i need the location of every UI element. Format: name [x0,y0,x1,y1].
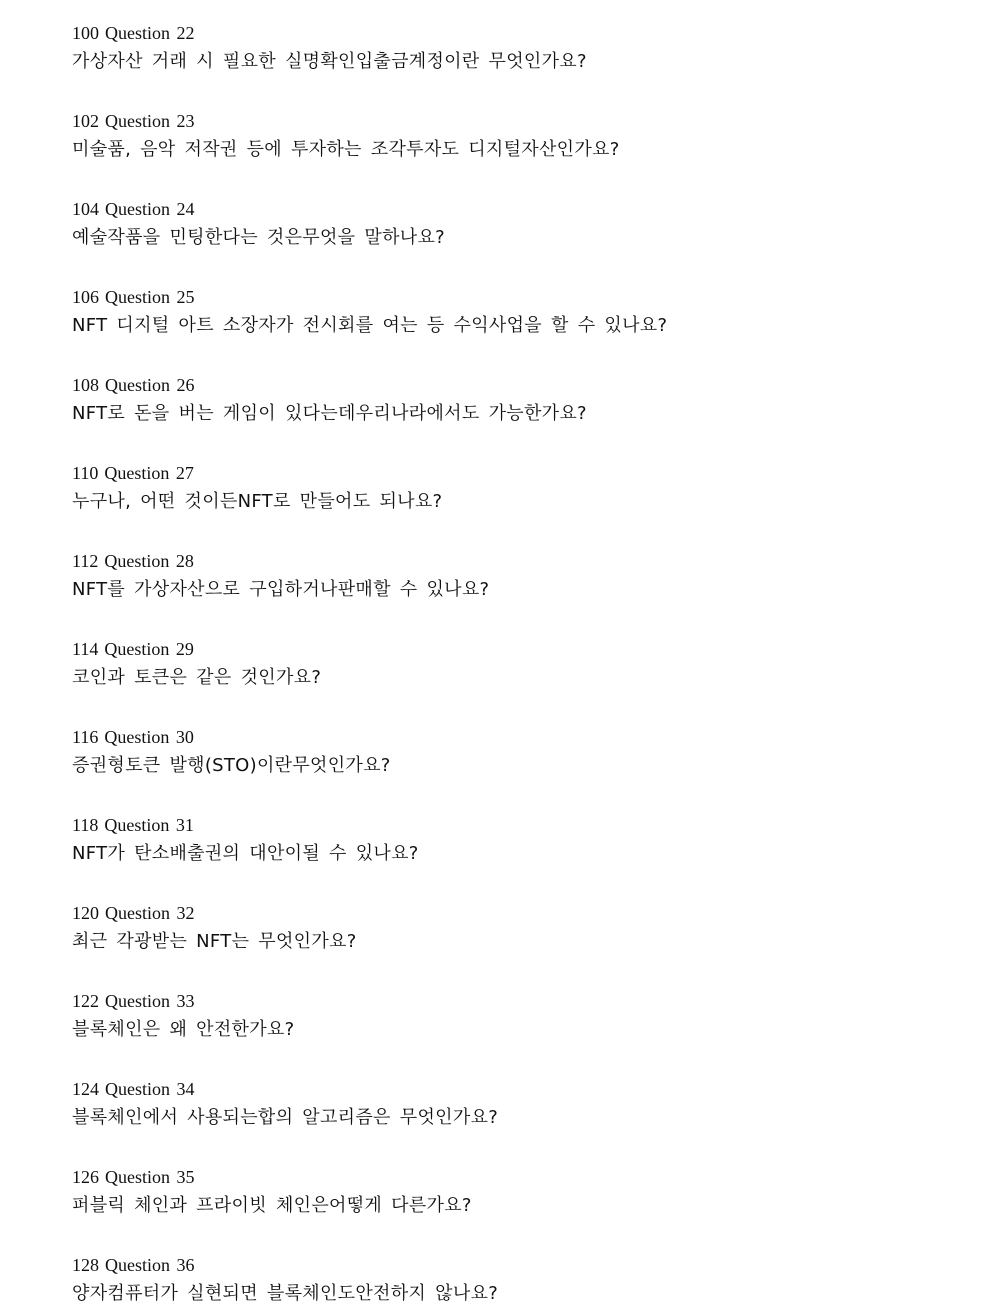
question-entry [72,462,952,514]
question-label: Question [105,23,170,43]
page-number: 104 [72,199,99,219]
question-number: 33 [176,991,195,1011]
question-heading [72,814,952,836]
page-number: 100 [72,23,99,43]
question-entry [72,902,952,954]
question-heading [72,374,952,396]
question-label: Question [105,375,170,395]
page-number: 120 [72,903,99,923]
page-number: 122 [72,991,99,1011]
question-number: 35 [176,1167,195,1187]
question-text: 퍼블릭 체인과 프라이빗 체인은어떻게 다른가요? [72,1195,472,1216]
question-number: 36 [176,1255,195,1275]
question-text: 블록체인은 왜 안전한가요? [72,1019,295,1040]
question-entry [72,990,952,1042]
question-label: Question [105,903,170,923]
question-entry [72,198,952,250]
question-heading [72,110,952,132]
question-text: NFT를 가상자산으로 구입하거나판매할 수 있나요? [72,579,490,600]
question-heading [72,550,952,572]
question-entry [72,550,952,602]
page-number: 114 [72,639,99,659]
question-label: Question [104,727,170,747]
page-number: 102 [72,111,99,131]
question-heading [72,1078,952,1100]
question-text: 증권형토큰 발행(STO)이란무엇인가요? [72,755,391,776]
question-heading [72,726,952,748]
question-text: NFT 디지털 아트 소장자가 전시회를 여는 등 수익사업을 할 수 있나요? [72,315,668,336]
question-label: Question [105,1079,170,1099]
question-number: 26 [176,375,195,395]
question-heading [72,1254,952,1276]
question-number: 27 [175,463,194,483]
question-heading [72,1166,952,1188]
question-label: Question [105,199,170,219]
question-heading [72,198,952,220]
question-label: Question [105,111,170,131]
question-heading [72,286,952,308]
page-number: 118 [72,815,99,835]
question-heading [72,902,952,924]
question-entry [72,1078,952,1130]
question-label: Question [104,815,170,835]
question-text: 코인과 토큰은 같은 것인가요? [72,667,322,688]
question-number: 24 [176,199,195,219]
question-entry [72,638,952,690]
question-entry [72,286,952,338]
question-text: 최근 각광받는 NFT는 무엇인가요? [72,931,357,952]
page-number: 128 [72,1255,99,1275]
question-text: 미술품, 음악 저작권 등에 투자하는 조각투자도 디지털자산인가요? [72,139,620,160]
question-entry [72,22,952,74]
question-heading [72,462,952,484]
question-label: Question [105,287,170,307]
question-entry [72,374,952,426]
question-number: 32 [176,903,195,923]
question-entry [72,110,952,162]
question-text: NFT로 돈을 버는 게임이 있다는데우리나라에서도 가능한가요? [72,403,587,424]
question-text: 블록체인에서 사용되는합의 알고리즘은 무엇인가요? [72,1107,499,1128]
question-number: 30 [175,727,194,747]
question-text: 예술작품을 민팅한다는 것은무엇을 말하나요? [72,227,445,248]
question-label: Question [105,1255,170,1275]
page-number: 116 [72,727,99,747]
page-number: 112 [72,551,99,571]
page-number: 108 [72,375,99,395]
page-number: 110 [72,463,99,483]
question-entry [72,814,952,866]
question-label: Question [104,463,170,483]
question-label: Question [104,639,170,659]
question-entry [72,1254,952,1306]
question-entry [72,1166,952,1218]
question-number: 31 [175,815,194,835]
page-number: 126 [72,1167,99,1187]
question-text: NFT가 탄소배출권의 대안이될 수 있나요? [72,843,419,864]
question-label: Question [104,551,170,571]
question-number: 25 [176,287,195,307]
question-number: 28 [175,551,194,571]
question-label: Question [105,991,170,1011]
question-number: 34 [176,1079,195,1099]
question-number: 23 [176,111,195,131]
question-label: Question [105,1167,170,1187]
question-text: 양자컴퓨터가 실현되면 블록체인도안전하지 않나요? [72,1283,499,1304]
question-entry [72,726,952,778]
question-number: 22 [176,23,195,43]
question-text: 가상자산 거래 시 필요한 실명확인입출금계정이란 무엇인가요? [72,51,587,72]
question-heading [72,990,952,1012]
question-heading [72,638,952,660]
page-number: 106 [72,287,99,307]
page-number: 124 [72,1079,99,1099]
question-heading [72,22,952,44]
question-number: 29 [175,639,194,659]
question-text: 누구나, 어떤 것이든NFT로 만들어도 되나요? [72,491,443,512]
